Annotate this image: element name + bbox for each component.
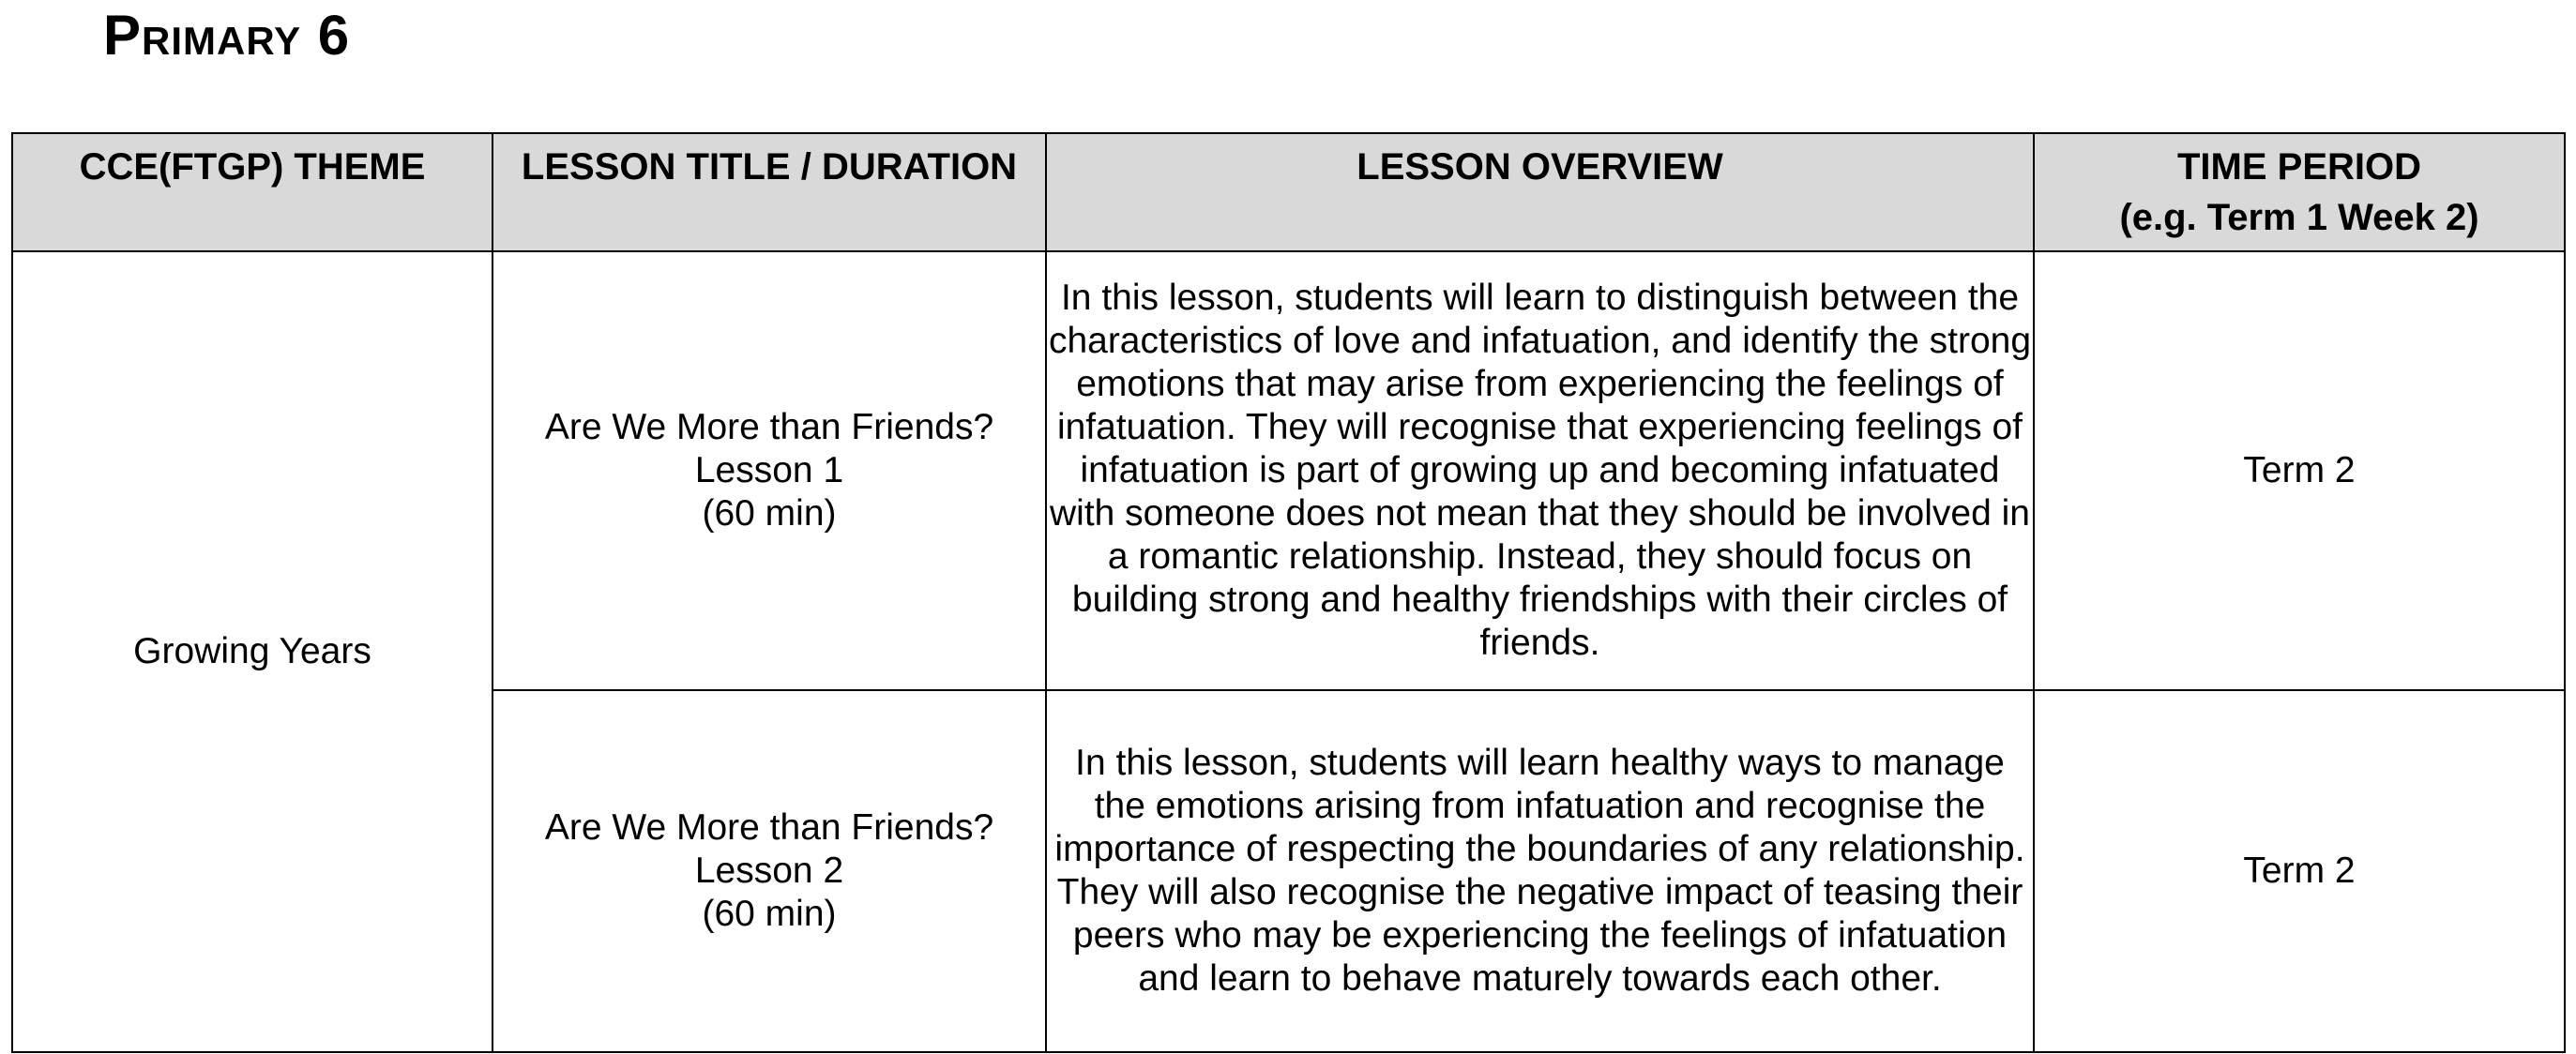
theme-cell: Growing Years: [12, 251, 492, 1052]
time-period-cell: Term 2: [2034, 690, 2565, 1052]
lesson-title-cell: [492, 690, 1046, 1052]
header-lesson-title: LESSON TITLE / DURATION: [492, 133, 1046, 251]
header-time-period-line2: (e.g. Term 1 Week 2): [2119, 197, 2479, 238]
lesson-overview-cell: [1046, 690, 2034, 1052]
lesson-plan-table: [11, 132, 2566, 1053]
lesson-overview-text: In this lesson, students will learn healthy ways to manage the emotions arising from infatuation and recognise the importance of respecting the boundaries of any relationship. They will also recognise the negative impact of teasing their peers who may be experiencing the feelings of infatuation and learn to behave maturely towards each other.: [1054, 743, 2025, 999]
lesson-number: Lesson 2: [694, 851, 844, 891]
lesson-title: Are We More than Friends?: [544, 407, 994, 447]
lesson-duration: (60 min): [702, 894, 837, 934]
lesson-overview-text: In this lesson, students will learn to distinguish between the characteristics of love and infatuation, and identify the strong emotions that may arise from experiencing the feelings of infatuation. They will recognise that experiencing feelings of infatuation is part of growing up and becoming infatuated with someone does not mean that they should be involved in a romantic relationship. Instead, they should focus on building strong and healthy friendships with their circles of friends.: [1048, 278, 2032, 663]
header-theme: CCE(FTGP) THEME: [12, 133, 492, 251]
header-time-period: [2034, 133, 2565, 251]
header-row: [12, 133, 2565, 251]
lesson-number: Lesson 1: [694, 450, 844, 490]
lesson-duration: (60 min): [702, 493, 837, 534]
lesson-title: Are We More than Friends?: [544, 807, 994, 848]
lesson-overview-cell: [1046, 251, 2034, 690]
time-period-cell: Term 2: [2034, 251, 2565, 690]
header-time-period-line1: TIME PERIOD: [2176, 146, 2422, 188]
header-lesson-overview: LESSON OVERVIEW: [1046, 133, 2034, 251]
page-title: Primary 6: [103, 4, 351, 67]
table-row: [12, 251, 2565, 690]
lesson-title-cell: [492, 251, 1046, 690]
